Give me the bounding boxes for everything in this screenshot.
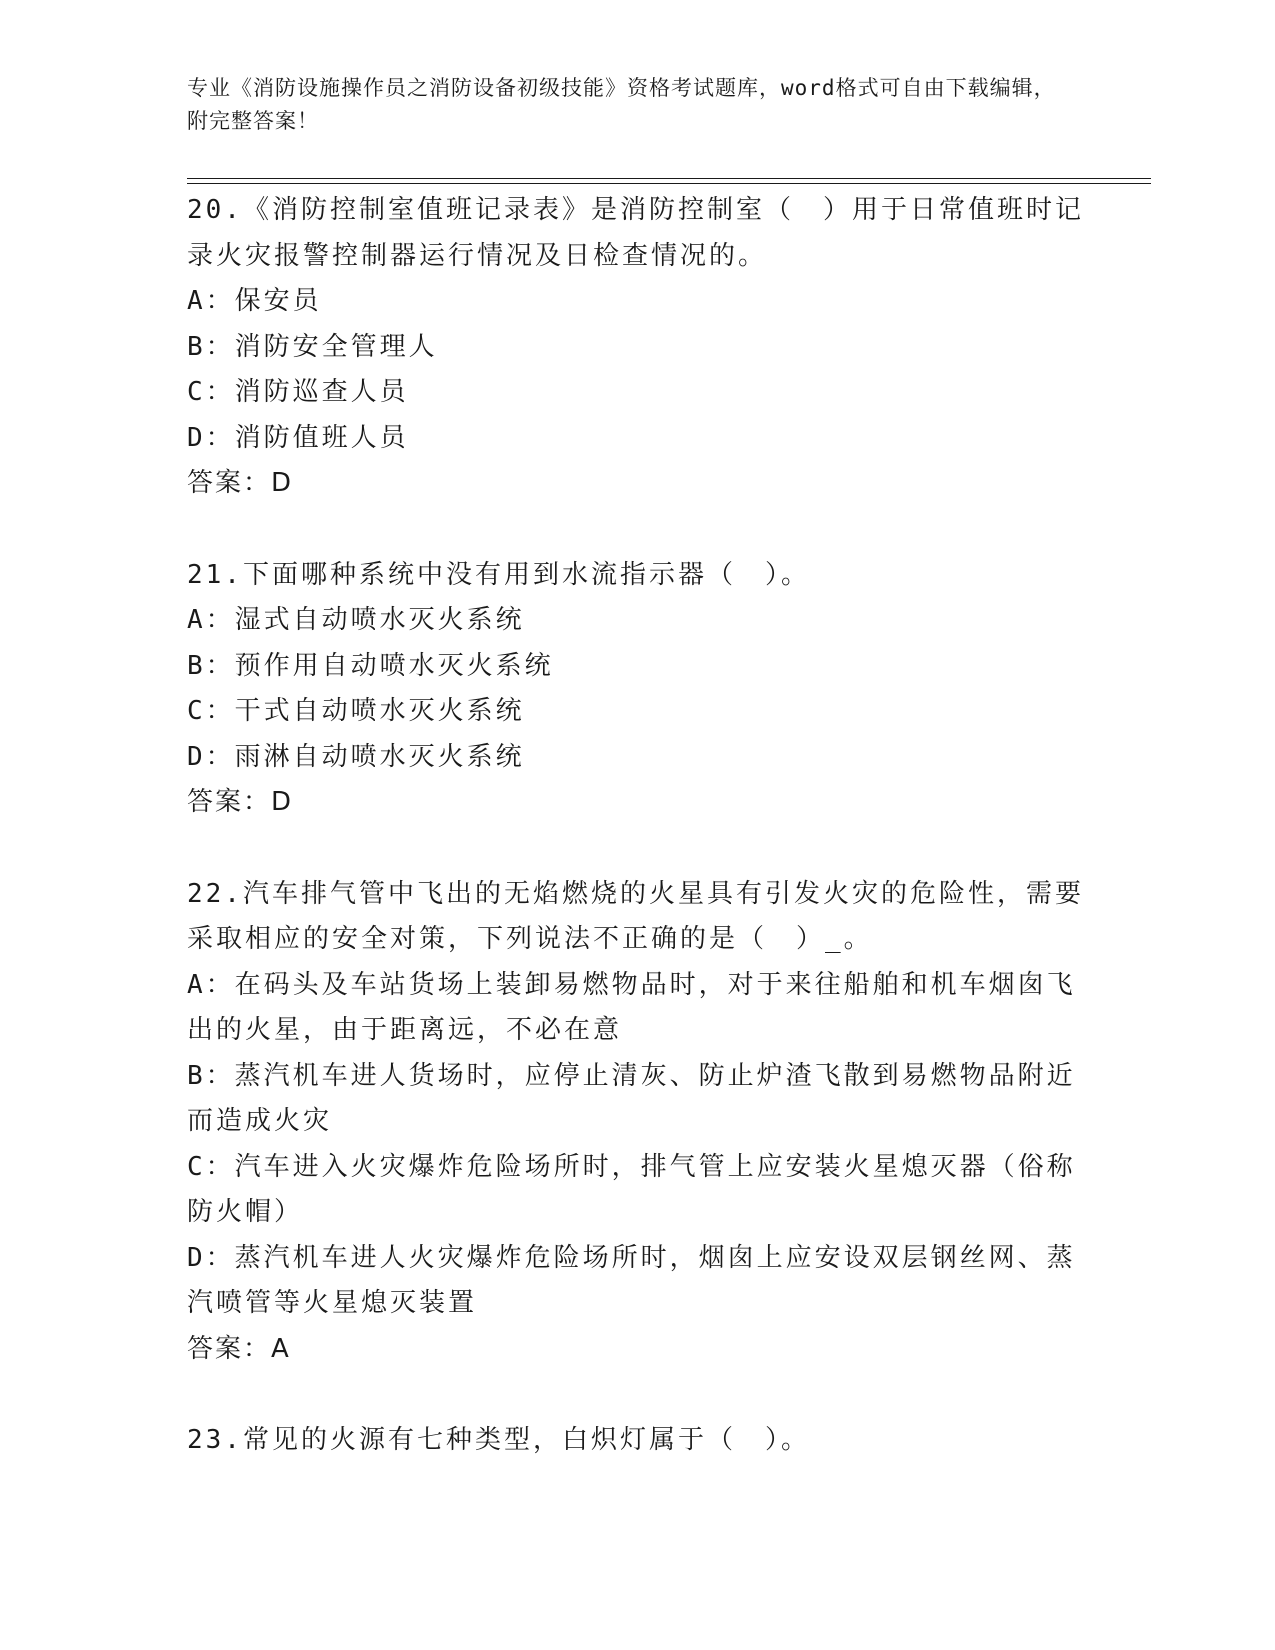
header-rule-bottom (187, 183, 1151, 184)
question-list (187, 188, 1087, 1510)
header-rule-top (187, 178, 1151, 179)
answer: 答案：D (187, 787, 294, 817)
question-23 (187, 1418, 1087, 1464)
option-a: A：保安员 (187, 286, 322, 316)
option-c: C：汽车进入火灾爆炸危险场所时，排气管上应安装火星熄灭器（俗称防火帽） (187, 1151, 1076, 1227)
question-text: 20.《消防控制室值班记录表》是消防控制室（ ）用于日常值班时记录火灾报警控制器运行情况及日检查情况的。 (187, 195, 1084, 271)
question-21 (187, 553, 1087, 826)
question-text: 21.下面哪种系统中没有用到水流指示器（ ）。 (187, 559, 810, 590)
document-header: 专业《消防设施操作员之消防设备初级技能》资格考试题库，word格式可自由下载编辑，附完整答案！ (187, 76, 1056, 133)
option-d: D：消防值班人员 (187, 422, 409, 453)
option-d: D：蒸汽机车进人火灾爆炸危险场所时，烟囱上应安设双层钢丝网、蒸汽喷管等火星熄灭装置 (187, 1242, 1076, 1318)
answer: 答案：D (187, 468, 294, 498)
option-b: B：预作用自动喷水灭火系统 (187, 650, 554, 681)
answer: 答案：A (187, 1333, 291, 1364)
question-20 (187, 188, 1087, 507)
option-d: D：雨淋自动喷水灭火系统 (187, 741, 525, 772)
option-a: A：在码头及车站货场上装卸易燃物品时，对于来往船舶和机车烟囱飞出的火星，由于距离远，不必在意 (187, 969, 1076, 1045)
option-b: B：消防安全管理人 (187, 331, 438, 362)
question-text: 23.常见的火源有七种类型，白炽灯属于（ ）。 (187, 1425, 810, 1455)
question-text: 22.汽车排气管中飞出的无焰燃烧的火星具有引发火灾的危险性，需要采取相应的安全对策，下列说法不正确的是（ ）_。 (187, 878, 1084, 954)
option-c: C：消防巡查人员 (187, 377, 409, 407)
option-b: B：蒸汽机车进人货场时，应停止清灰、防止炉渣飞散到易燃物品附近而造成火灾 (187, 1060, 1076, 1136)
option-a: A：湿式自动喷水灭火系统 (187, 605, 525, 635)
option-c: C：干式自动喷水灭火系统 (187, 696, 525, 726)
question-22 (187, 872, 1087, 1373)
